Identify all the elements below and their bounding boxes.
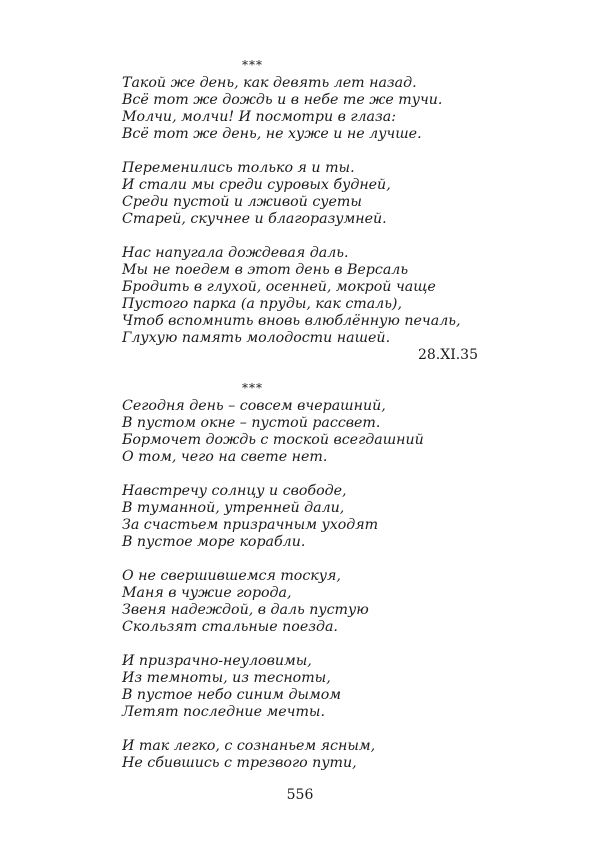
poem-line: Всё тот же день, не хуже и не лучше.	[122, 126, 422, 142]
poem-line: Не сбившись с трезвого пути,	[122, 755, 357, 771]
poem-line: В пустое море корабли.	[122, 534, 306, 550]
page-number: 556	[286, 787, 314, 803]
poem-line: Скользят стальные поезда.	[122, 619, 338, 635]
poem-line: Пустого парка (а пруды, как сталь),	[122, 296, 402, 312]
poem-line: Мы не поедем в этот день в Версаль	[122, 262, 409, 278]
poem1-date: 28.XI.35	[417, 347, 478, 363]
poem-line: Бродить в глухой, осенней, мокрой чаще	[122, 279, 436, 295]
poem-line: Такой же день, как девять лет назад.	[122, 75, 417, 91]
poem-line: И стали мы среди суровых будней,	[122, 177, 391, 193]
poem-line: Навстречу солнцу и свободе,	[122, 483, 347, 499]
poem-line: В туманной, утренней дали,	[122, 500, 345, 516]
poem-line: Звеня надеждой, в даль пустую	[122, 602, 369, 618]
poem-line: Глухую память молодости нашей.	[122, 330, 391, 346]
poem1-stanza-3	[122, 245, 460, 347]
poem2-stanza-1	[122, 398, 424, 466]
poem2-stanza-3	[122, 568, 369, 636]
poem-line: Сегодня день – совсем вчерашний,	[122, 398, 386, 414]
poem-line: Из темноты, из тесноты,	[122, 670, 331, 686]
poem-line: Старей, скучнее и благоразумней.	[122, 211, 387, 227]
poem-line: О не свершившемся тоскуя,	[122, 568, 341, 584]
poem-line: Среди пустой и лживой суеты	[122, 194, 362, 210]
poem-line: О том, чего на свете нет.	[122, 449, 328, 465]
poem-line: Нас напугала дождевая даль.	[122, 245, 349, 261]
poem-line: И так легко, с сознаньем ясным,	[122, 738, 376, 754]
poem-line: Бормочет дождь с тоской всегдашний	[122, 432, 424, 448]
poem2-separator: ***	[242, 381, 263, 395]
poem1-stanza-2	[122, 160, 391, 228]
poem-line: Чтоб вспомнить вновь влюблённую печаль,	[122, 313, 461, 329]
poem-line: В пустом окне – пустой рассвет.	[122, 415, 381, 431]
poem-line: Летят последние мечты.	[122, 704, 325, 720]
poem-line: За счастьем призрачным уходят	[122, 517, 379, 533]
poem2-stanza-2	[122, 483, 378, 551]
poem2-stanza-4	[122, 653, 341, 721]
poem-line: Маня в чужие города,	[122, 585, 292, 601]
poem2-stanza-5	[122, 738, 375, 772]
poem-line: Молчи, молчи! И посмотри в глаза:	[122, 109, 396, 125]
poem1-separator: ***	[242, 58, 263, 72]
poem1-stanza-1	[122, 75, 442, 143]
poem-line: И призрачно-неуловимы,	[122, 653, 312, 669]
poem-line: Переменились только я и ты.	[122, 160, 355, 176]
poem-line: В пустое небо синим дымом	[122, 687, 342, 703]
poem-line: Всё тот же дождь и в небе те же тучи.	[122, 92, 443, 108]
